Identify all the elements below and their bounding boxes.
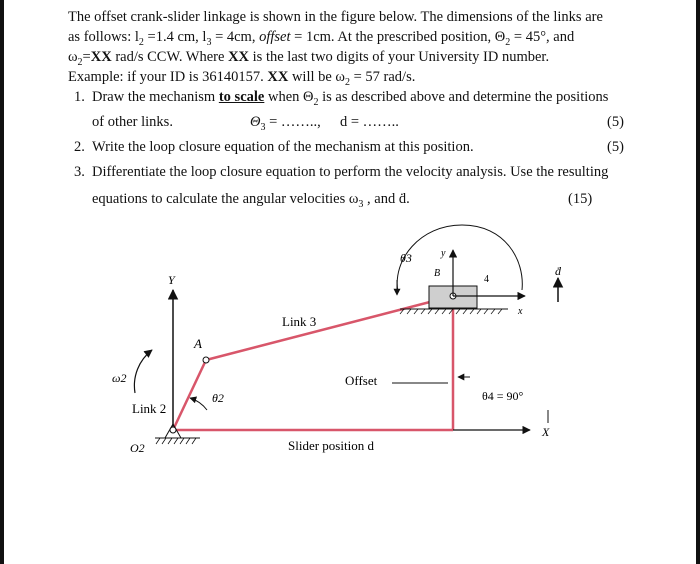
question-1-points: (5)	[607, 114, 624, 130]
question-3-points: (15)	[568, 191, 593, 207]
link2-label: Link 2	[132, 401, 167, 416]
y-label: Y	[168, 273, 175, 287]
a-label: A	[194, 336, 202, 351]
b-label: B	[434, 268, 441, 279]
d-blank: d = ……..	[340, 114, 399, 130]
intro-line-1: The offset crank-slider linkage is shown in the figure below. The dimensions of the links are	[68, 9, 603, 25]
link-2	[173, 360, 206, 430]
omega2-arc	[134, 350, 152, 393]
x-axis-label: X	[542, 425, 550, 439]
question-3-number: 3.	[74, 164, 85, 180]
question-3-text: Differentiate the loop closure equation to perform the velocity analysis. Use the resulting	[92, 164, 609, 180]
intro-line-3: $\omega_2=XX$ rad/s CCW. Where XX is the last two digits of your University ID number.	[68, 49, 550, 68]
theta3-blank: $\Theta_3$ = ……..,	[250, 114, 321, 133]
ground-o2	[155, 424, 200, 444]
theta2-arc	[190, 398, 207, 410]
question-2-number: 2.	[74, 139, 85, 155]
offset-label: Offset	[345, 373, 378, 388]
question-1-text: Draw the mechanism to scale when $\Theta_2$ is as described above and determine the positions	[92, 89, 609, 108]
slider-position-label: Slider position d	[288, 438, 374, 453]
omega2-label: ω2	[112, 371, 127, 385]
theta3-arc	[397, 225, 522, 292]
question-2-text: Write the loop closure equation of the mechanism at this position.	[92, 139, 474, 155]
theta3-label: θ3	[400, 251, 412, 265]
intro-line-2: as follows: $l_2 =1.4$ cm, $l_3 = 4cm$, offset = 1cm. At the prescribed position, $\Theta_2 = 45^\circ$, and	[68, 29, 575, 48]
o2-label: O2	[130, 441, 145, 455]
link4-label: 4	[484, 274, 489, 285]
local-x-label: x	[518, 306, 523, 317]
local-y-label: y	[441, 248, 446, 259]
intro-line-4: Example: if your ID is 36140157. XX will be $\omega_2 = 57$ rad/s.	[68, 69, 416, 88]
theta2-label: θ2	[212, 391, 224, 405]
question-1-line-2: of other links.	[92, 114, 173, 130]
link3-label: Link 3	[282, 314, 317, 329]
link-3	[206, 296, 453, 360]
question-3-line-2: equations to calculate the angular velocities $\omega_3$ , and ḋ.	[92, 191, 410, 210]
theta4-label: θ4 = 90°	[482, 389, 524, 403]
d-dot-label: ḋ	[555, 264, 561, 278]
question-2-points: (5)	[607, 139, 624, 155]
pin-a	[203, 357, 209, 363]
question-1-number: 1.	[74, 89, 85, 105]
